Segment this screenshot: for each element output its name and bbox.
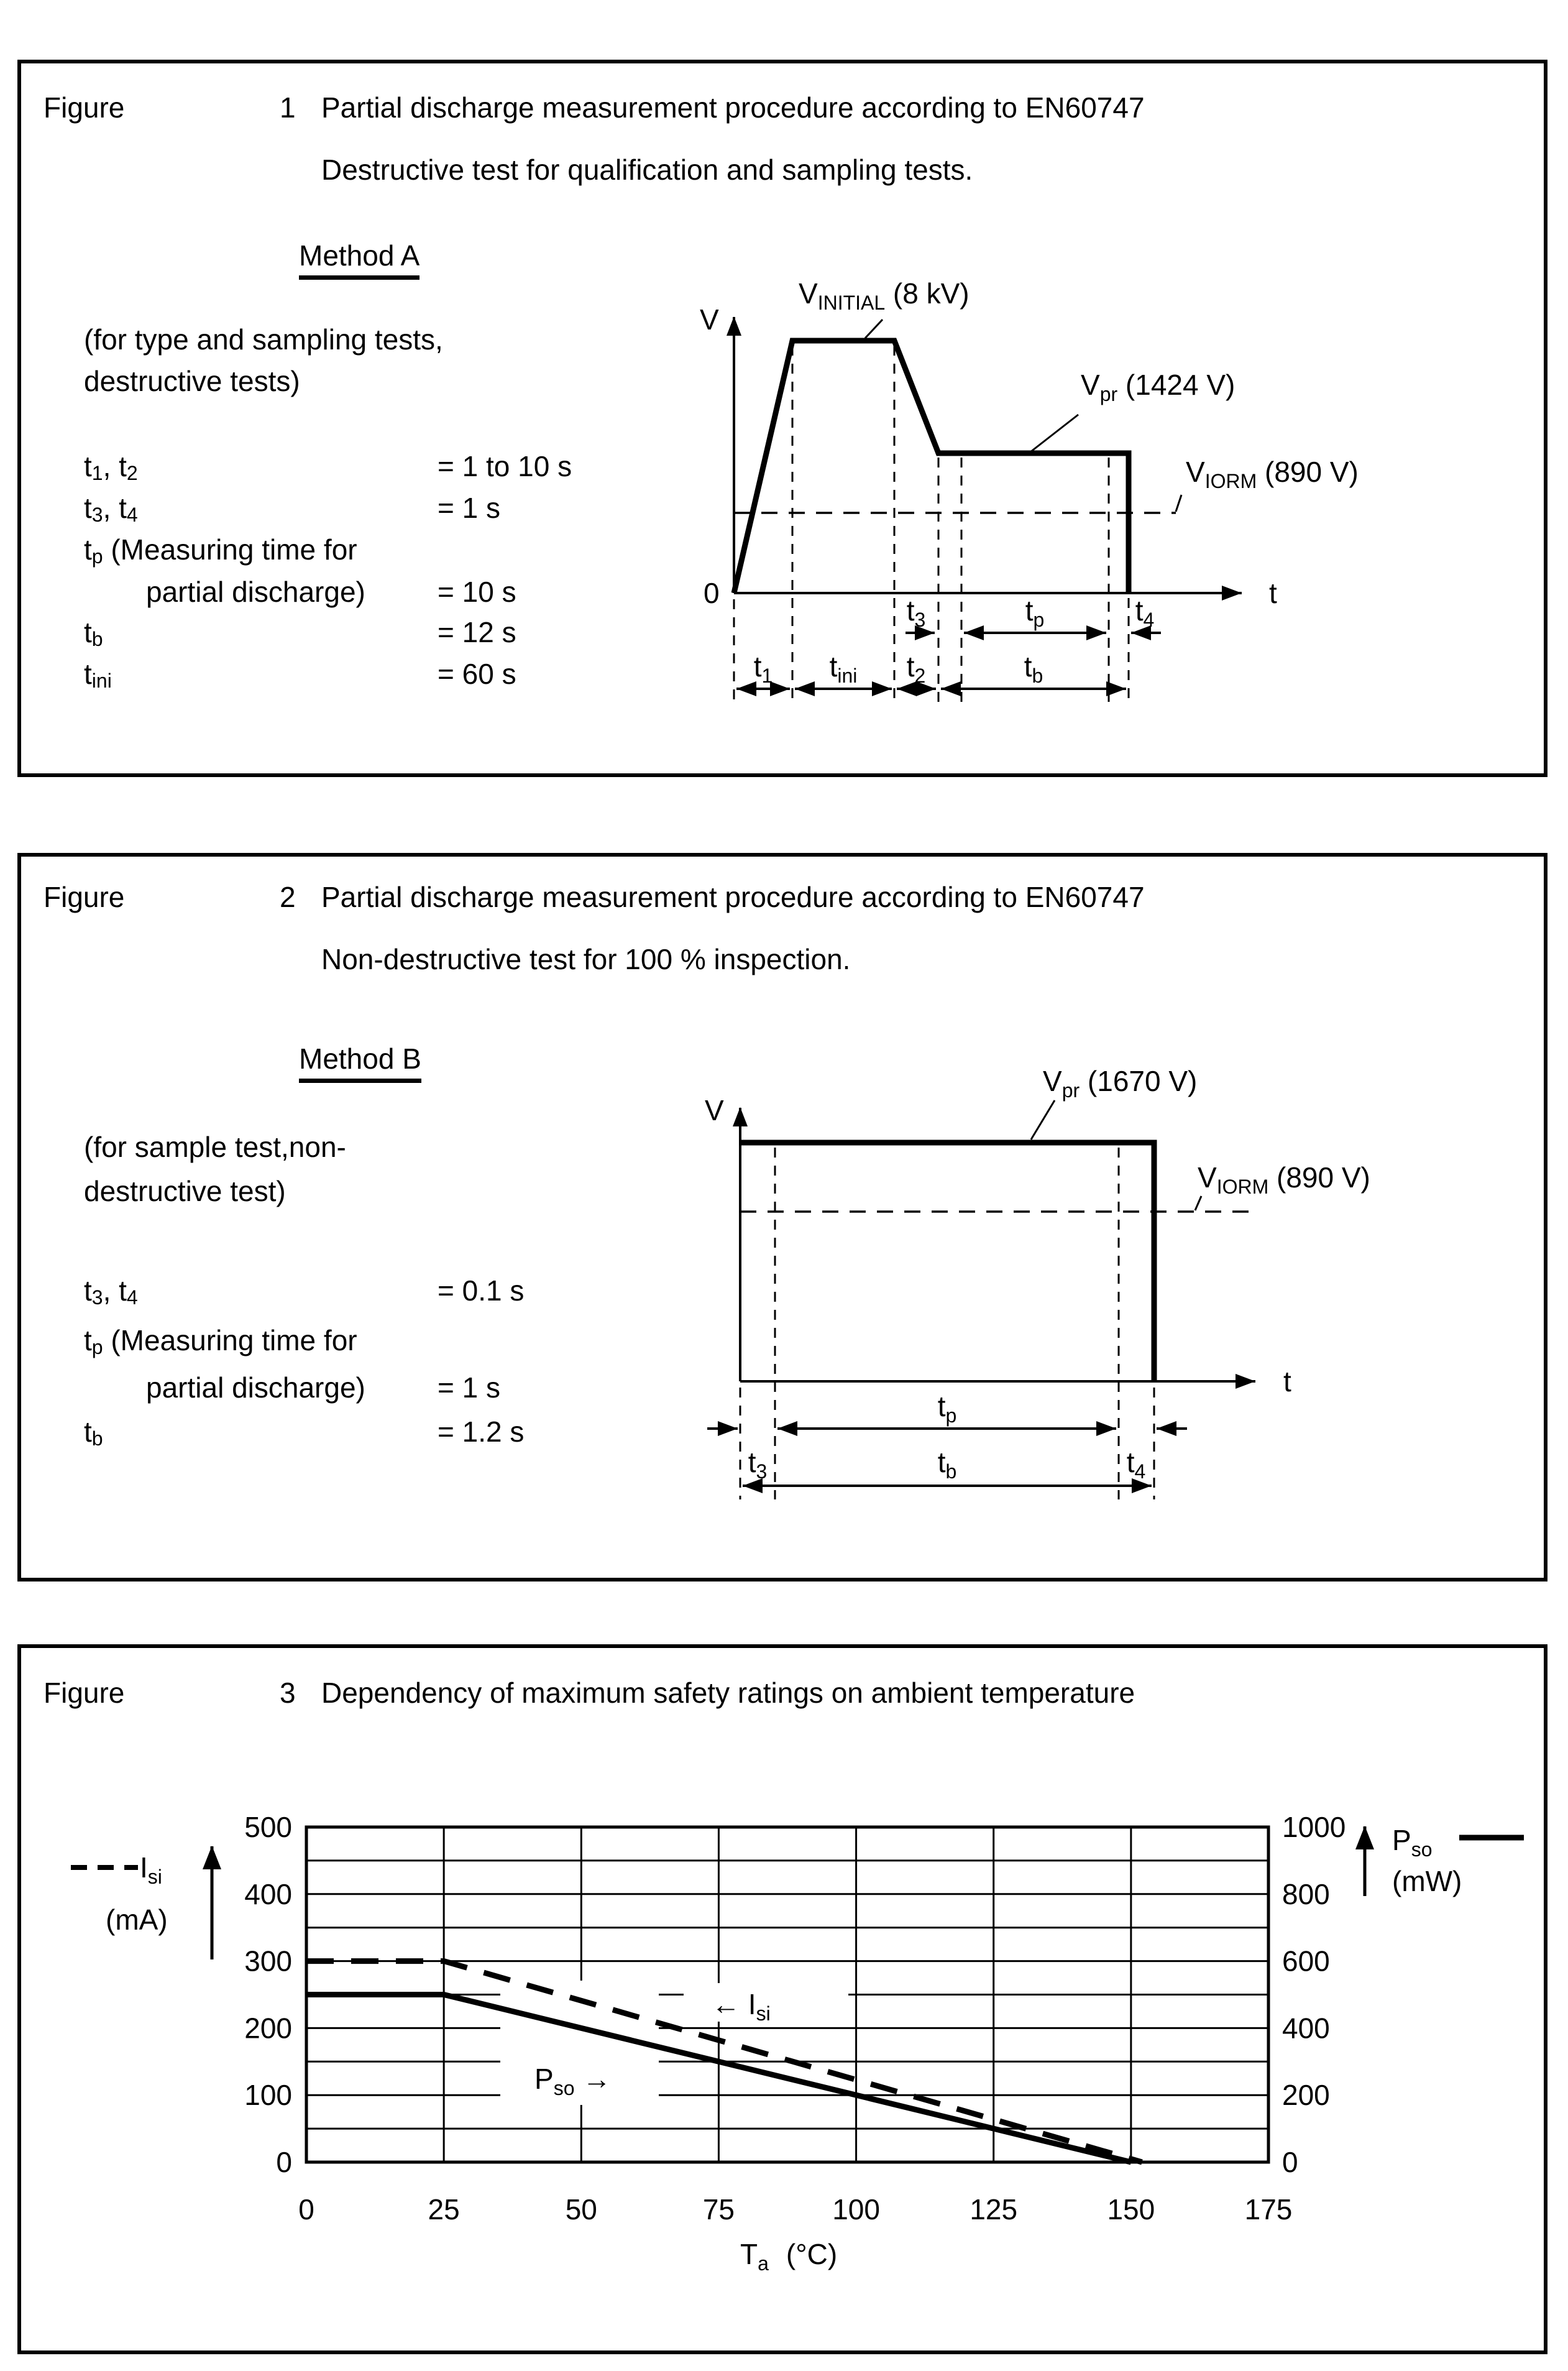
dim-label-tp: $t_p$ [1025, 594, 1045, 631]
param-t1-t2-value: = 1 to 10 s [438, 450, 572, 482]
vpr-label: $V_{pr}$ (1424 V) [1081, 369, 1236, 405]
right-tick-label: 200 [1282, 2079, 1330, 2112]
x-axis-title: $T_a$ (°C) [740, 2238, 838, 2275]
left-tick-label: 100 [244, 2079, 292, 2112]
figure1-title-line2: Destructive test for qualification and sampling tests. [321, 154, 973, 186]
x-tick-label: 75 [702, 2193, 735, 2226]
right-tick-label: 600 [1282, 1945, 1330, 1977]
figure1-scope-line2: destructive tests) [84, 365, 300, 397]
isi-curve-annotation: ← $I_{si}$ [712, 1988, 771, 2025]
vpr-label: $V_{pr}$ (1670 V) [1043, 1065, 1198, 1102]
param-t3-t4: $t_3$, $t_4$ [84, 1274, 138, 1309]
viorm-label: $V_{IORM}$ (890 V) [1186, 456, 1359, 492]
viorm-callout [1195, 1196, 1201, 1210]
isi-legend-label: $I_{si}$ [140, 1851, 162, 1888]
figure2-title-line1: Partial discharge measurement procedure according to EN60747 [321, 881, 1145, 913]
origin-label: 0 [704, 577, 720, 609]
x-tick-label: 175 [1244, 2193, 1293, 2226]
left-tick-label: 500 [244, 1811, 292, 1843]
dim-label-t1: $t_1$ [753, 650, 773, 687]
dim-label-tb: $t_b$ [1024, 650, 1043, 687]
figure3-keyword: Figure [44, 1677, 125, 1709]
dim-label-t2: $t_2$ [906, 650, 926, 687]
pso-curve-annotation: $P_{so}$ → [534, 2063, 612, 2099]
isi-legend-unit: (mA) [106, 1904, 168, 1936]
param-tb: $t_b$ [84, 616, 103, 650]
param-t3-t4: $t_3$, $t_4$ [84, 492, 138, 526]
left-tick-label: 400 [244, 1877, 292, 1910]
dim-label-t4: $t_4$ [1135, 594, 1155, 631]
x-tick-label: 0 [298, 2193, 314, 2226]
figure2-number: 2 [280, 881, 296, 913]
dim-label-tb: $t_b$ [937, 1446, 957, 1483]
figure1-title-line1: Partial discharge measurement procedure according to EN60747 [321, 91, 1145, 124]
pso-legend-label: $P_{so}$ [1392, 1824, 1433, 1861]
param-tb-value: = 1.2 s [438, 1416, 525, 1448]
figure3-number: 3 [280, 1677, 296, 1709]
figure2-keyword: Figure [44, 881, 125, 913]
figure2-waveform-diagram [671, 1057, 1417, 1548]
x-tick-label: 100 [832, 2193, 880, 2226]
figure2-scope-line1: (for sample test,non- [84, 1131, 346, 1163]
right-tick-label: 0 [1282, 2146, 1298, 2178]
x-tick-label: 150 [1107, 2193, 1155, 2226]
dim-label-t4: $t_4$ [1126, 1446, 1146, 1483]
param-tp-value: = 10 s [438, 576, 516, 608]
left-tick-label: 300 [244, 1945, 292, 1977]
left-tick-label: 200 [244, 2012, 292, 2045]
param-tini: $t_{ini}$ [84, 658, 112, 692]
t-axis-label: t [1283, 1365, 1291, 1397]
vpr-callout [1030, 415, 1078, 452]
x-tick-label: 50 [565, 2193, 597, 2226]
param-tp-line1: $t_p$ (Measuring time for [84, 1324, 357, 1358]
param-t1-t2: $t_1$, $t_2$ [84, 450, 138, 484]
v-axis-label: V [705, 1094, 724, 1126]
v-axis-label: V [700, 303, 719, 336]
dim-label-tini: $t_{ini}$ [829, 650, 858, 687]
test-voltage-waveform [734, 341, 1129, 593]
x-tick-label: 125 [970, 2193, 1018, 2226]
vinitial-label: $V_{INITIAL}$ (8 kV) [799, 277, 970, 314]
param-tp-line1: $t_p$ (Measuring time for [84, 533, 357, 568]
param-tini-value: = 60 s [438, 658, 516, 690]
right-tick-label: 1000 [1282, 1811, 1346, 1843]
param-t3-t4-value: = 1 s [438, 492, 501, 524]
viorm-label: $V_{IORM}$ (890 V) [1198, 1161, 1370, 1198]
figure2-method-heading: Method B [299, 1043, 421, 1075]
figure1-number: 1 [280, 91, 296, 124]
figure3-title: Dependency of maximum safety ratings on ambient temperature [321, 1677, 1135, 1709]
t-axis-label: t [1269, 577, 1277, 609]
figure2-title-line2: Non-destructive test for 100 % inspection. [321, 943, 851, 975]
figure1-scope-line1: (for type and sampling tests, [84, 323, 443, 356]
x-tick-label: 25 [428, 2193, 460, 2226]
figure1-keyword: Figure [44, 91, 125, 124]
figure2-scope-line2: destructive test) [84, 1175, 286, 1207]
right-tick-label: 800 [1282, 1877, 1330, 1910]
figure1-method-heading: Method A [299, 239, 420, 272]
figure2-panel [17, 853, 1547, 1581]
pso-legend-unit: (mW) [1392, 1865, 1462, 1897]
viorm-callout [1176, 495, 1181, 512]
param-tp-value: = 1 s [438, 1371, 501, 1404]
vpr-callout [1031, 1100, 1055, 1139]
dim-label-tp: $t_p$ [937, 1390, 957, 1427]
right-tick-label: 400 [1282, 2012, 1330, 2045]
param-tp-line2: partial discharge) [146, 576, 365, 608]
figure1-waveform-diagram [671, 267, 1405, 752]
left-tick-label: 0 [276, 2146, 292, 2178]
test-voltage-waveform [740, 1143, 1154, 1381]
vinitial-callout [865, 320, 883, 338]
param-t3-t4-value: = 0.1 s [438, 1274, 525, 1307]
derating-chart [31, 1797, 1523, 2344]
dim-label-t3: $t_3$ [748, 1446, 768, 1483]
param-tb: $t_b$ [84, 1416, 103, 1450]
figure1-panel [17, 60, 1547, 777]
dim-label-t3: $t_3$ [906, 594, 926, 631]
param-tb-value: = 12 s [438, 616, 516, 648]
param-tp-line2: partial discharge) [146, 1371, 365, 1404]
figure3-panel [17, 1644, 1547, 2354]
